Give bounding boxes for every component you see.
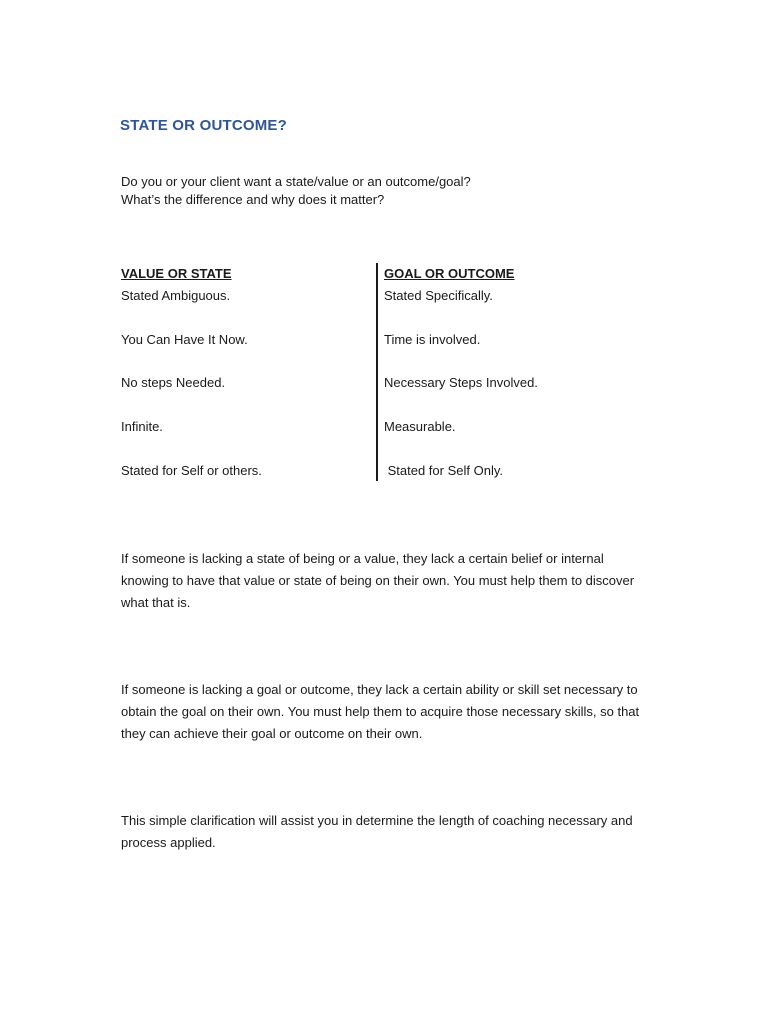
value-or-state-item: You Can Have It Now.: [121, 332, 248, 347]
goal-or-outcome-item: Stated for Self Only.: [384, 463, 503, 478]
paragraph-line: obtain the goal on their own. You must help them to acquire those necessary skills, so that: [121, 704, 640, 719]
goal-or-outcome-item: Measurable.: [384, 419, 456, 434]
goal-or-outcome-item: Necessary Steps Involved.: [384, 375, 538, 390]
value-or-state-item: Stated for Self or others.: [121, 463, 262, 478]
goal-or-outcome-column: [384, 265, 538, 478]
value-or-state-header: VALUE OR STATE: [121, 266, 232, 281]
column-divider: [376, 263, 378, 481]
value-or-state-item: Infinite.: [121, 419, 163, 434]
goal-or-outcome-header: GOAL OR OUTCOME: [384, 266, 515, 281]
paragraph-line: they can achieve their goal or outcome on their own.: [121, 726, 423, 741]
paragraph-line: process applied.: [121, 835, 216, 850]
paragraph-state: [121, 548, 701, 614]
goal-or-outcome-item: Stated Specifically.: [384, 288, 493, 303]
paragraph-line: what that is.: [121, 595, 191, 610]
paragraph-line: If someone is lacking a state of being or a value, they lack a certain belief or internal: [121, 551, 604, 566]
paragraph-outcome: [121, 679, 701, 745]
value-or-state-column: [121, 265, 262, 478]
value-or-state-item: No steps Needed.: [121, 375, 226, 390]
intro-text: [121, 173, 471, 209]
paragraph-line: This simple clarification will assist you in determine the length of coaching necessary and: [121, 813, 633, 828]
goal-or-outcome-item: Time is involved.: [384, 332, 481, 347]
paragraph-line: knowing to have that value or state of being on their own. You must help them to discover: [121, 573, 635, 588]
page-title: STATE OR OUTCOME?: [120, 117, 288, 134]
intro-line: Do you or your client want a state/value or an outcome/goal?: [121, 174, 471, 189]
paragraph-line: If someone is lacking a goal or outcome, they lack a certain ability or skill set necessary to: [121, 682, 638, 697]
value-or-state-item: Stated Ambiguous.: [121, 288, 231, 303]
intro-line: What’s the difference and why does it matter?: [121, 192, 385, 207]
paragraph-clarification: [121, 810, 701, 854]
